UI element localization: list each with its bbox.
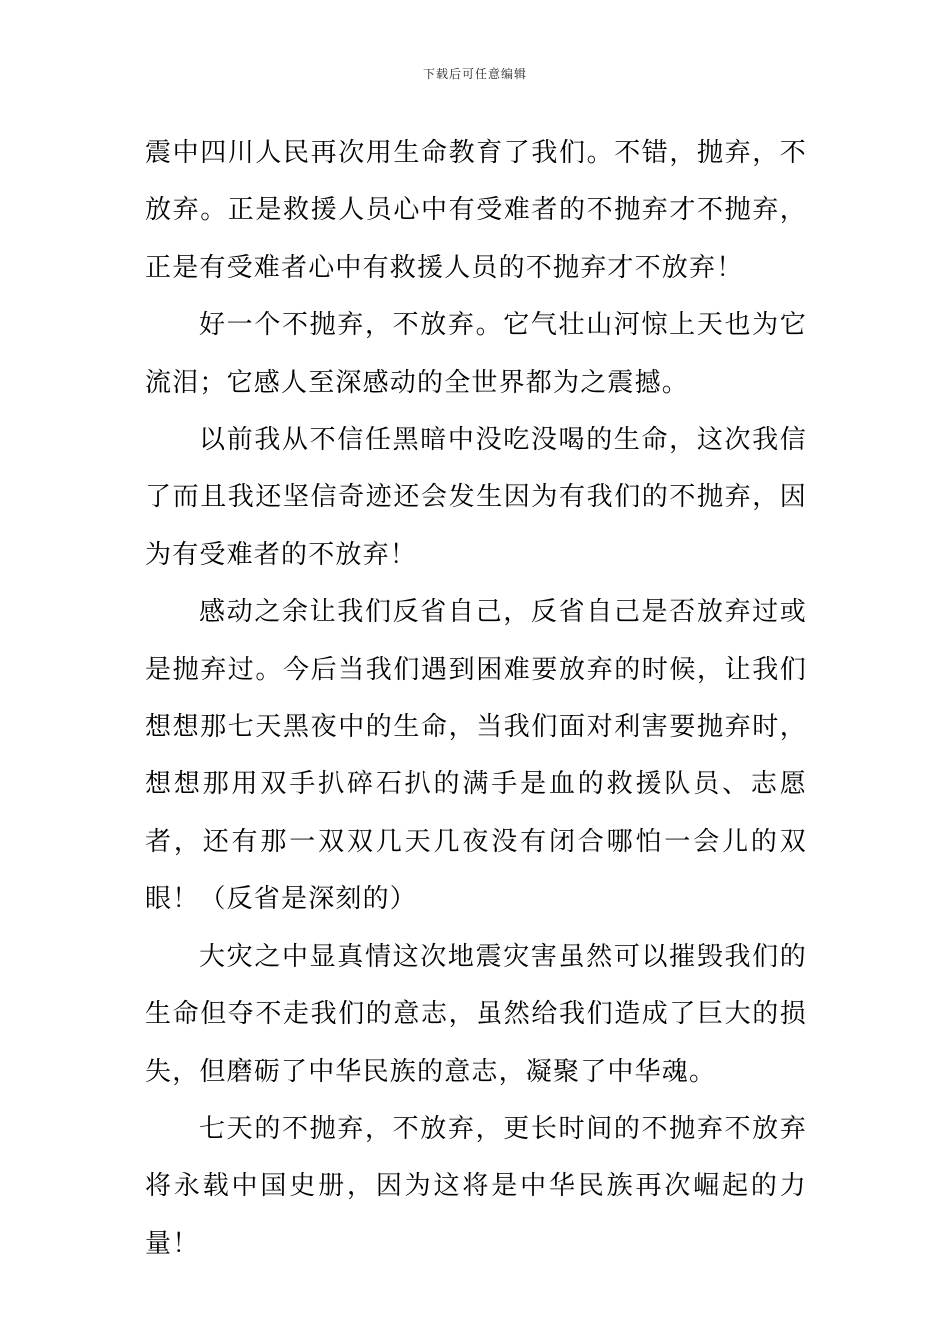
paragraph: 大灾之中显真情这次地震灾害虽然可以摧毁我们的生命但夺不走我们的意志，虽然给我们造成了巨大的损失，但磨砺了中华民族的意志，凝聚了中华魂。	[145, 941, 807, 1087]
paragraph: 好一个不抛弃，不放弃。它气壮山河惊上天也为它流泪；它感人至深感动的全世界都为之震撼。	[145, 310, 807, 398]
document-body	[145, 125, 807, 1273]
page-header-note: 下载后可任意编辑	[422, 67, 527, 81]
paragraph-continued: 震中四川人民再次用生命教育了我们。不错，抛弃，不放弃。正是救援人员心中有受难者的不抛弃才不抛弃，正是有受难者心中有救援人员的不抛弃才不放弃！	[145, 138, 807, 283]
paragraph: 感动之余让我们反省自己，反省自己是否放弃过或是抛弃过。今后当我们遇到困难要放弃的时候，让我们想想那七天黑夜中的生命，当我们面对利害要抛弃时，想想那用双手扒碎石扒的满手是血的救援队员、志愿者，还有那一双双几天几夜没有闭合哪怕一会儿的双眼！（反省是深刻的）	[145, 597, 807, 915]
paragraph: 七天的不抛弃，不放弃，更长时间的不抛弃不放弃将永载中国史册，因为这将是中华民族再次崛起的力量！	[145, 1113, 807, 1259]
paragraph: 以前我从不信任黑暗中没吃没喝的生命，这次我信了而且我还坚信奇迹还会发生因为有我们的不抛弃，因为有受难者的不放弃！	[145, 425, 807, 570]
